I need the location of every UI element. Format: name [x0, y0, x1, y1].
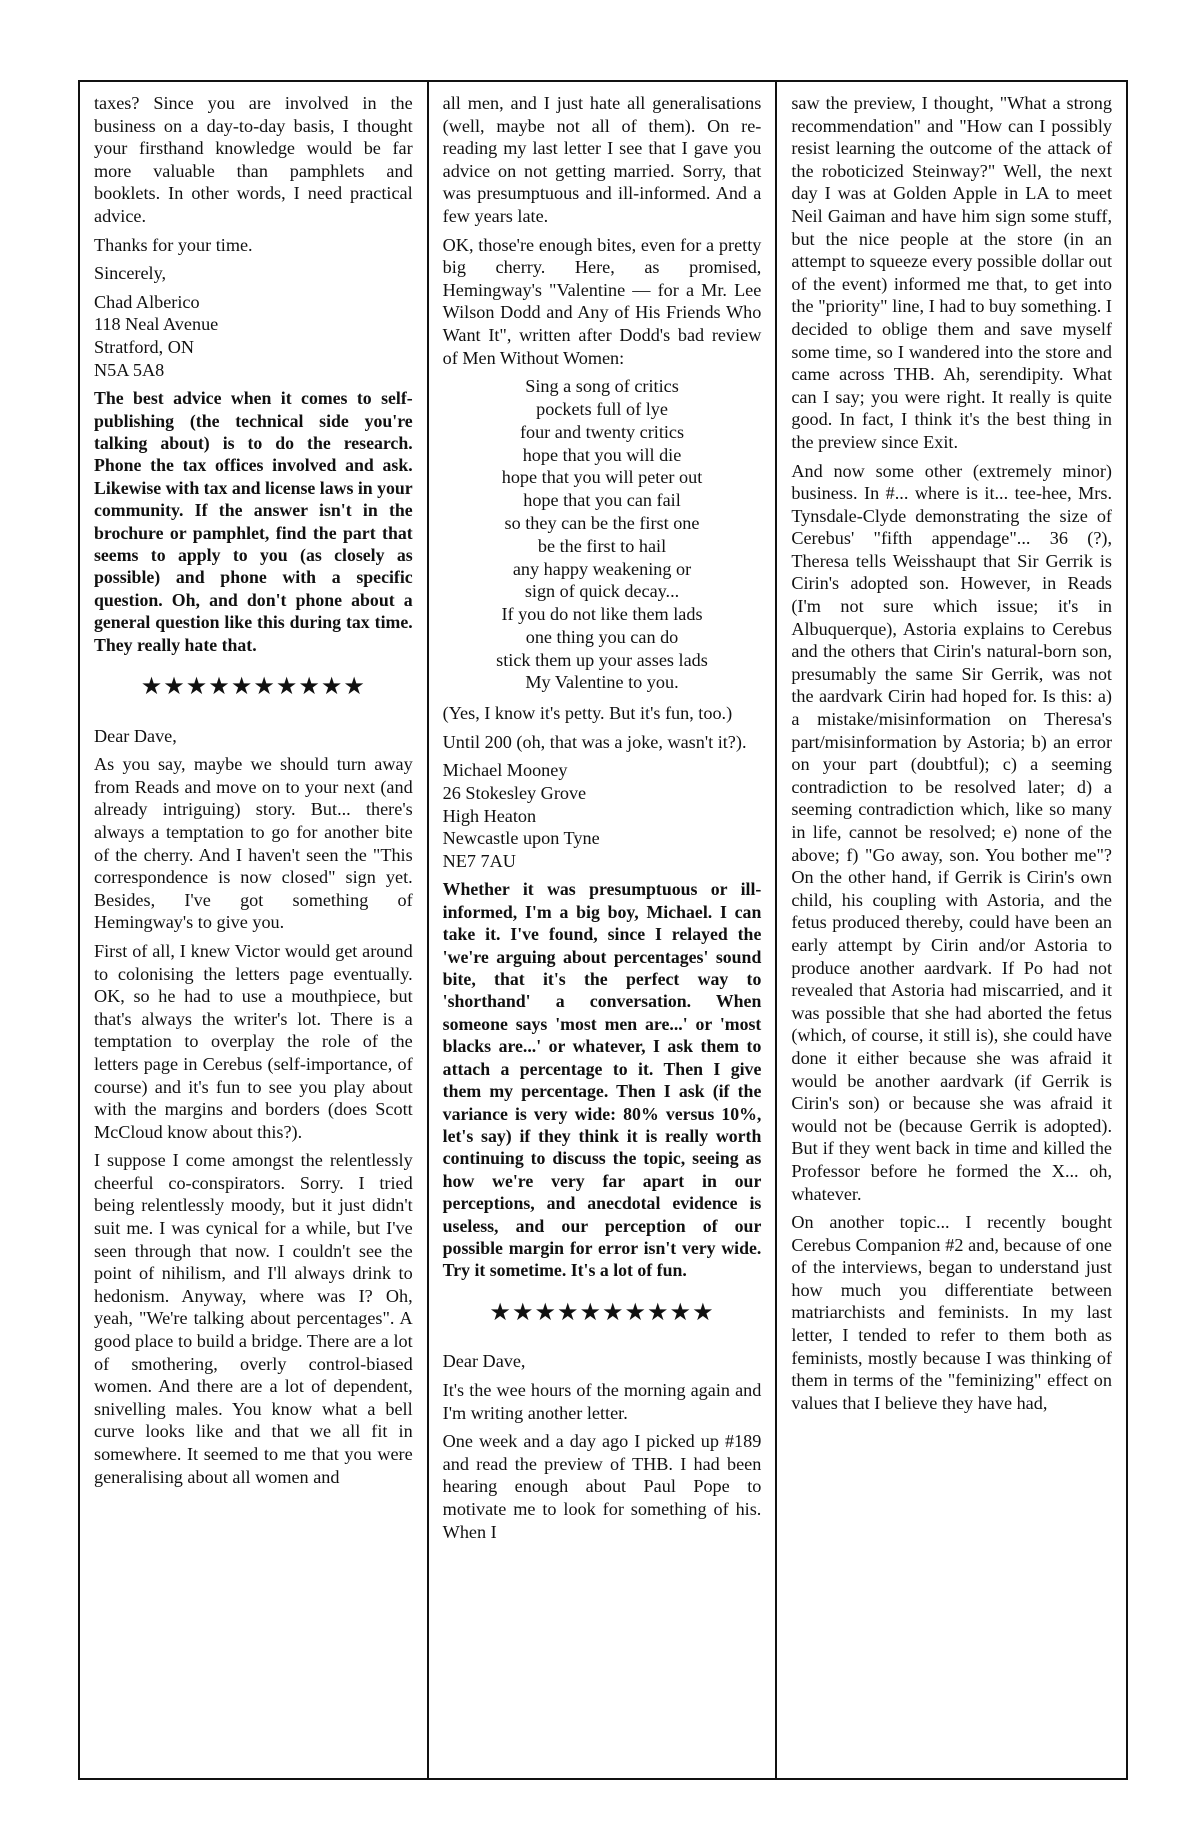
letter-text: It's the wee hours of the morning again and I'm writing another letter. — [442, 1379, 762, 1423]
letter-text: On another topic... I recently bought Cerebus Companion #2 and, because of one of the interviews, began to understand just how much you differentiate between matriarchists and feminists. In my last letter, I tended to refer to them both as feminists, mostly because I was thinking of them in terms of the "feminizing" effect on values that I believe they have had, — [791, 1212, 1112, 1413]
poem-line: so they can be the first one — [504, 512, 700, 533]
poem-line: hope that you will die — [522, 444, 682, 465]
poem-line: sign of quick decay... — [524, 581, 680, 602]
editor-reply: The best advice when it comes to self-publishing (the technical side you're talking about) is to do the research. Phone the tax offices involved and ask. Likewise with tax and license laws in your community. If the answer isn't in the brochure or pamphlet, find the part that seems to apply to you (as closely as possible) and phone with a specific question. Oh, and don't phone about a general question like this during tax time. They really hate that. — [94, 388, 413, 655]
letter-text: First of all, I knew Victor would get around to colonising the letters page eventually. OK, so he had to use a mouthpiece, but that's always the writer's lot. There is a temptation to overplay the role of the letters page in Cerebus (self-importance, of course) and it's fun to see you play about with the margins and borders (does Scott McCloud know about this?). — [94, 940, 413, 1142]
letter-text: (Yes, I know it's petty. But it's fun, too.) — [442, 703, 733, 724]
column-left — [80, 82, 429, 1778]
hemingway-valentine-poem — [443, 375, 762, 694]
poem-line: be the first to hail — [537, 535, 667, 556]
poem-line: If you do not like them lads — [501, 604, 703, 625]
letter-text: all men, and I just hate all generalisations (well, maybe not all of them). On re-reading my last letter I see that I gave you advice on not getting married. Sorry, that was presumptuous and ill-informed. And a few years late. — [442, 93, 762, 226]
letter-text: And now some other (extremely minor) business. In #... where is it... tee-hee, Mrs. Tynsdale-Clyde demonstrating the size of Cerebus' "fifth appendage"... 36 (?), Theresa tells Weisshaupt that Sir Gerrik is Cirin's adopted son. However, in Reads (I'm not sure which issue; it's in Albuquerque), Astoria explains to Cerebus and the others that Cirin's natural-born son, presumably the same Sir Gerrik, was not the aardvark Cirin had hoped for. Is this: a) a mistake/misinformation on Theresa's part/misinformation by Astoria; b) an error on your part (doubtful); c) a seeming contradiction to be resolved later; d) a seeming contradiction which, like so many in life, cannot be resolved; e) none of the above; f) "Go away, son. You bother me"? On the other hand, if Gerrik is Cirin's own child, his coupling with Astoria, and the fetus produced thereby, could have been an early attempt by Cirin and/or Astoria to produce another aardvark. If Po had not revealed that Astoria had miscarried, and it was possible that she had aborted the fetus (which, of course, it still is), she could have done it either because she was afraid it would be another aardvark (if Gerrik is Cirin's son) or because she was afraid it would not be (because Gerrik is adopted). But if they went back in time and killed the Professor before he formed the X... oh, whatever. — [791, 460, 1112, 1204]
letter-salutation: Dear Dave, — [94, 725, 177, 746]
letters-page-frame — [78, 80, 1128, 1780]
signature-name: Michael Mooney — [442, 760, 568, 781]
poem-line: four and twenty critics — [519, 421, 685, 442]
address-line: 26 Stokesley Grove — [442, 783, 587, 804]
poem-line: hope that you can fail — [523, 490, 681, 511]
address-line: N5A 5A8 — [94, 359, 165, 380]
letter-closing-sincerely: Sincerely, — [94, 263, 167, 284]
address-line: Stratford, ON — [94, 336, 195, 357]
signature-name: Chad Alberico — [94, 291, 200, 312]
poem-line: hope that you will peter out — [501, 467, 703, 488]
letter-text: I suppose I come amongst the relentlessly cheerful co-conspirators. Sorry. I tried being relentlessly moody, but it just didn't suit me. I was cynical for a while, but I've seen through that now. I couldn't see the point of nihilism, and I'll always drink to hedonism. Anyway, where was I? Oh, yeah, "We're talking about percentages". A good place to build a bridge. There are a lot of smothering, overly control-biased women. And there are a lot of dependent, snivelling males. You know what a bell curve looks like and that we all fit in somewhere. It seemed to me that you were generalising about all women and — [94, 1150, 413, 1487]
poem-line: any happy weakening or — [512, 558, 692, 579]
poem-line: stick them up your asses lads — [496, 649, 708, 670]
letter-closing-thanks: Thanks for your time. — [94, 234, 253, 255]
letter-text: saw the preview, I thought, "What a strong recommendation" and "How can I possibly resist learning the outcome of the attack of the roboticized Steinway?" Well, the next day I was at Golden Apple in LA to meet Neil Gaiman and have him sign some stuff, but the nice people at the store (in an attempt to squeeze every possible dollar out of the event) informed me that, to get into the "priority" line, I had to buy something. I decided to oblige them and save myself some time, so I wandered into the store and came across THB. Ah, serendipity. What can I say; you were right. It really is quite good. In fact, I think it's the best thing in the preview since Exit. — [791, 93, 1112, 452]
address-line: 118 Neal Avenue — [94, 314, 219, 335]
column-middle — [429, 82, 778, 1778]
poem-line: one thing you can do — [525, 626, 679, 647]
poem-line: pockets full of lye — [536, 398, 668, 419]
address-line: High Heaton — [442, 805, 537, 826]
address-line: NE7 7AU — [442, 850, 516, 871]
section-divider-stars: ★★★★★★★★★★ — [489, 1299, 715, 1326]
letter-text: taxes? Since you are involved in the business on a day-to-day basis, I thought your firsthand knowledge would be far more valuable than pamphlets and booklets. In other words, I need practical advice. — [94, 93, 413, 226]
poem-line: My Valentine to you. — [525, 672, 679, 693]
letter-salutation: Dear Dave, — [442, 1351, 526, 1372]
section-divider-stars: ★★★★★★★★★★ — [140, 674, 366, 700]
letter-text: One week and a day ago I picked up #189 and read the preview of THB. I had been hearing enough about Paul Pope to motivate me to look for something of his. When I — [442, 1431, 762, 1542]
letter-signature-address — [94, 291, 413, 381]
letter-signature-address — [443, 759, 762, 872]
letter-text: OK, those're enough bites, even for a pretty big cherry. Here, as promised, Hemingway's "Valentine — for a Mr. Lee Wilson Dodd and Any of His Friends Who Want It", written after Dodd's bad review of Men Without Women: — [442, 234, 762, 368]
address-line: Newcastle upon Tyne — [442, 828, 600, 849]
editor-reply: Whether it was presumptuous or ill-informed, I'm a big boy, Michael. I can take it. I've found, since I relayed the 'we're arguing about percentages' sound bite, that it's the perfect way to 'shorthand' a conversation. When someone says 'most men are...' or 'most blacks are...' or whatever, I ask them to attach a percentage to it. Then I give them my percentage. Then I ask (if the variance is very wide: 80% versus 10%, let's say) if they think it is really worth continuing to discuss the topic, seeing as how we're very far apart in our perceptions, and anecdotal evidence is useless, and our perception of our possible margin for error isn't very wide. Try it sometime. It's a lot of fun. — [442, 879, 762, 1281]
letter-text: As you say, maybe we should turn away from Reads and move on to your next (and already intriguing) story. But... there's always a temptation to go for another bite of the cherry. And I haven't seen the "This correspondence is now closed" sign yet. Besides, I've got something of Hemingway's to give you. — [94, 754, 413, 933]
letter-text: Until 200 (oh, that was a joke, wasn't it?). — [442, 731, 747, 752]
poem-line: Sing a song of critics — [525, 376, 679, 397]
column-right — [777, 82, 1126, 1778]
